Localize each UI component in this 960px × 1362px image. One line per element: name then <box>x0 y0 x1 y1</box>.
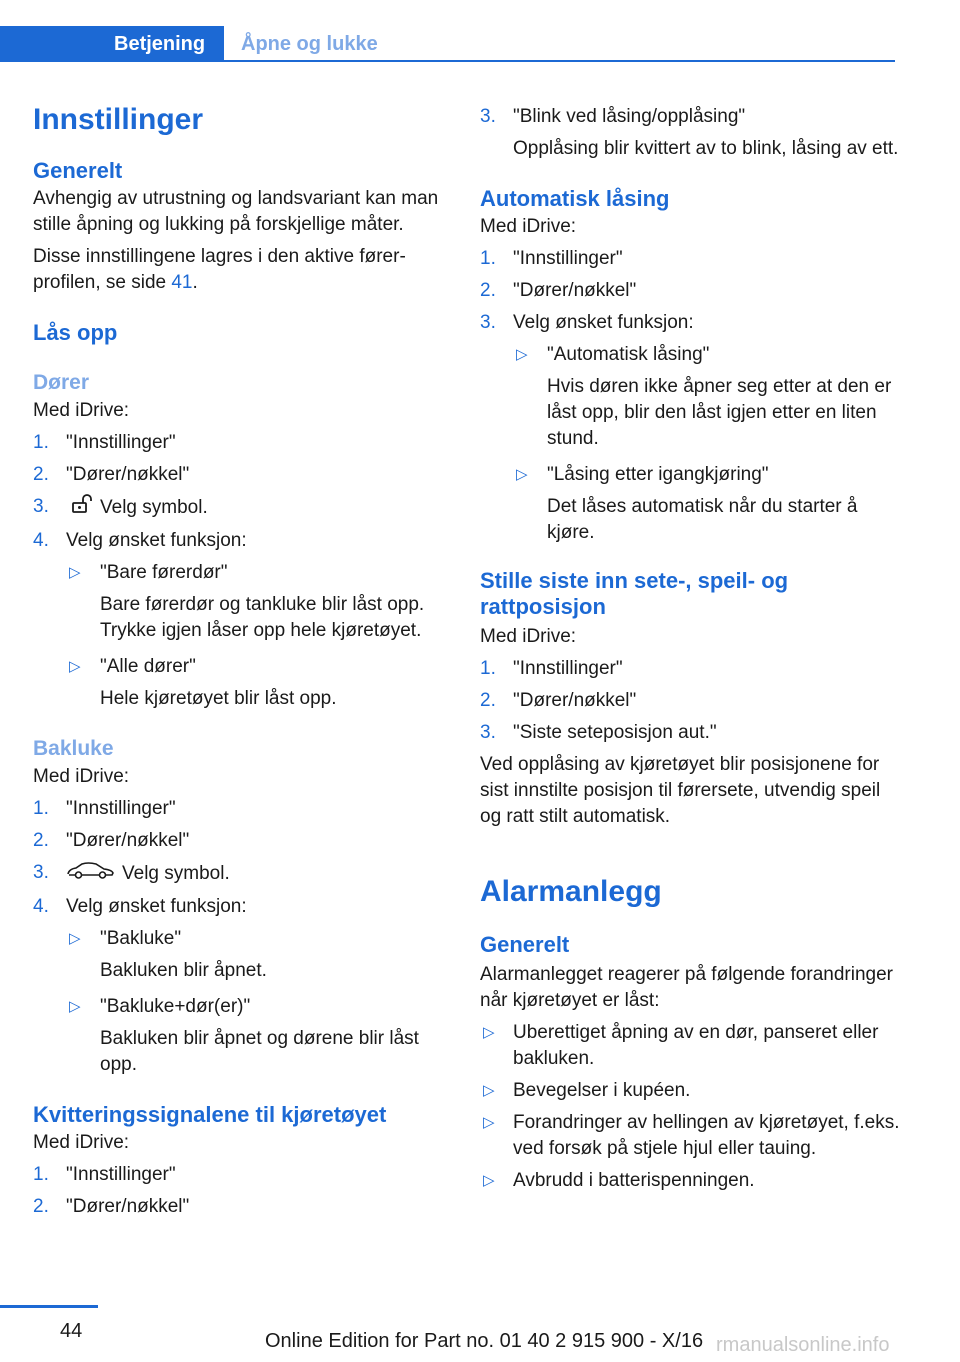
step-text: "Dører/nøkkel" <box>66 464 190 485</box>
alarmanlegg-title: Alarmanlegg <box>480 875 662 908</box>
option-title: "Bare førerdør" <box>100 562 228 583</box>
step-number: 2. <box>33 830 49 851</box>
option-desc: Bakluken blir åpnet. <box>100 960 267 981</box>
step-number: 3. <box>33 496 49 517</box>
triangle-bullet-icon: ▷ <box>483 1114 495 1131</box>
triangle-bullet-icon: ▷ <box>483 1082 495 1099</box>
step-number: 1. <box>33 798 49 819</box>
step-number: 4. <box>33 530 49 551</box>
watermark: rmanualsonline.info <box>716 1334 890 1356</box>
step-number: 3. <box>33 862 49 883</box>
list-item <box>480 656 900 682</box>
step-text: "Siste seteposisjon aut." <box>513 722 717 743</box>
list-item <box>33 860 448 888</box>
step-number: 1. <box>480 658 496 679</box>
item-text: Bevegelser i kupéen. <box>513 1080 691 1101</box>
item-text: Forandringer av hellingen av kjøretøyet, f.eks. ved forsøk på stjele hjul eller tauing. <box>513 1112 900 1159</box>
step-text: Velg symbol. <box>122 863 230 885</box>
option-title: "Bakluke" <box>100 928 182 949</box>
option-item <box>66 994 448 1078</box>
car-icon <box>66 860 116 888</box>
option-item <box>66 654 448 712</box>
list-item <box>480 1020 900 1072</box>
step-number: 2. <box>33 464 49 485</box>
option-item <box>513 462 900 546</box>
unlock-icon <box>66 494 94 522</box>
list-item <box>33 494 448 522</box>
generelt-paragraph-2-text: Disse innstillingene lagres i den aktive førerprofilen, se side <box>33 246 406 293</box>
bakluke-steps <box>33 796 448 1078</box>
dorer-options <box>66 560 448 712</box>
triangle-bullet-icon: ▷ <box>69 658 81 675</box>
list-item <box>33 462 448 488</box>
kvittering-steps-continued <box>480 104 900 162</box>
list-item <box>480 1078 900 1104</box>
list-item <box>480 104 900 162</box>
step-number: 1. <box>480 248 496 269</box>
step-number: 3. <box>480 312 496 333</box>
triangle-bullet-icon: ▷ <box>483 1024 495 1041</box>
option-desc: Hele kjøretøyet blir låst opp. <box>100 688 337 709</box>
triangle-bullet-icon: ▷ <box>516 466 528 483</box>
generelt-paragraph-1: Avhengig av utrustning og landsvariant kan man stille åpning og lukking på forskjellige måter. <box>33 188 439 235</box>
option-desc: Bare førerdør og tankluke blir låst opp. Trykke igjen låser opp hele kjøretøyet. <box>100 594 425 641</box>
item-text: Avbrudd i batterispenningen. <box>513 1170 755 1191</box>
automatisk-lasing-options <box>513 342 900 546</box>
option-title: "Automatisk låsing" <box>547 344 710 365</box>
option-desc: Bakluken blir åpnet og dørene blir låst opp. <box>100 1028 419 1075</box>
triangle-bullet-icon: ▷ <box>69 564 81 581</box>
option-item <box>66 926 448 984</box>
generelt-heading: Generelt <box>33 158 123 183</box>
triangle-bullet-icon: ▷ <box>483 1172 495 1189</box>
step-number: 4. <box>33 896 49 917</box>
item-text: Uberettiget åpning av en dør, panseret eller bakluken. <box>513 1022 879 1069</box>
generelt-paragraph-2 <box>33 244 448 296</box>
step-number: 3. <box>480 106 496 127</box>
option-desc: Det låses automatisk når du starter å kjøre. <box>547 496 858 543</box>
option-title: "Låsing etter igangkjøring" <box>547 464 769 485</box>
step-text: "Dører/nøkkel" <box>513 690 637 711</box>
triangle-bullet-icon: ▷ <box>69 930 81 947</box>
stille-siste-heading: Stille siste inn sete-, speil- og rattposisjon <box>480 568 789 619</box>
step-text: "Innstillinger" <box>513 658 623 679</box>
step-text: "Innstillinger" <box>66 1164 176 1185</box>
step-text: "Blink ved låsing/opplåsing" <box>513 106 746 127</box>
automatisk-lasing-steps <box>480 246 900 546</box>
bakluke-intro: Med iDrive: <box>33 766 130 787</box>
bakluke-options <box>66 926 448 1078</box>
step-text: Velg ønsket funksjon: <box>66 530 247 551</box>
list-item <box>480 720 900 746</box>
dorer-heading: Dører <box>33 371 90 394</box>
page-header <box>0 26 895 62</box>
step-text: Velg ønsket funksjon: <box>66 896 247 917</box>
step-text: "Dører/nøkkel" <box>513 280 637 301</box>
step-text: "Dører/nøkkel" <box>66 1196 190 1217</box>
stille-siste-intro: Med iDrive: <box>480 626 577 647</box>
list-item <box>33 430 448 456</box>
edition-text: Online Edition for Part no. 01 40 2 915 900 - X/16 <box>265 1330 704 1352</box>
triangle-bullet-icon: ▷ <box>69 998 81 1015</box>
las-opp-heading: Lås opp <box>33 320 118 345</box>
left-column <box>33 100 448 1220</box>
list-item <box>480 688 900 714</box>
right-column <box>480 104 900 1194</box>
step-number: 3. <box>480 722 496 743</box>
header-rule <box>224 60 895 62</box>
list-item <box>33 796 448 822</box>
list-item <box>480 1110 900 1162</box>
list-item <box>33 528 448 712</box>
list-item <box>33 1162 448 1188</box>
list-item <box>33 828 448 854</box>
alarm-triggers <box>480 1020 900 1194</box>
option-title: "Alle dører" <box>100 656 196 677</box>
kvittering-intro: Med iDrive: <box>33 1132 130 1153</box>
option-item <box>66 560 448 644</box>
alarm-generelt-heading: Generelt <box>480 932 570 957</box>
footer-rule <box>0 1305 98 1308</box>
step-text: Velg symbol. <box>100 497 208 519</box>
header-section-betjening: Betjening <box>114 33 206 55</box>
list-item <box>480 246 900 272</box>
kvittering-heading: Kvitteringssignalene til kjøretøyet <box>33 1102 387 1127</box>
step-text: "Innstillinger" <box>513 248 623 269</box>
kvittering-steps <box>33 1162 448 1220</box>
option-desc: Hvis døren ikke åpner seg etter at den er låst opp, blir den låst igjen etter en liten stund. <box>547 376 892 449</box>
automatisk-lasing-intro: Med iDrive: <box>480 216 577 237</box>
step-text: Velg ønsket funksjon: <box>513 312 694 333</box>
step-number: 2. <box>480 690 496 711</box>
page-title: Innstillinger <box>33 103 204 136</box>
generelt-paragraph-2-end: . <box>192 272 198 293</box>
step-number: 1. <box>33 432 49 453</box>
automatisk-lasing-heading: Automatisk låsing <box>480 186 670 211</box>
option-title: "Bakluke+dør(er)" <box>100 996 251 1017</box>
list-item <box>480 1168 900 1194</box>
dorer-steps <box>33 430 448 712</box>
stille-siste-paragraph: Ved opplåsing av kjøretøyet blir posisjonene for sist innstilte posisjon til førersete, utvendig speil og ratt stilt automatisk. <box>480 754 881 827</box>
step-text: "Innstillinger" <box>66 432 176 453</box>
page-link-41[interactable]: 41 <box>171 272 193 293</box>
list-item <box>33 894 448 1078</box>
list-item <box>480 310 900 546</box>
option-item <box>513 342 900 452</box>
step-text: "Dører/nøkkel" <box>66 830 190 851</box>
step-desc: Opplåsing blir kvittert av to blink, låsing av ett. <box>513 138 899 159</box>
bakluke-heading: Bakluke <box>33 737 114 760</box>
step-number: 2. <box>480 280 496 301</box>
dorer-intro: Med iDrive: <box>33 400 130 421</box>
list-item <box>33 1194 448 1220</box>
step-number: 1. <box>33 1164 49 1185</box>
header-chapter-apne-og-lukke: Åpne og lukke <box>241 33 378 55</box>
list-item <box>480 278 900 304</box>
alarm-intro: Alarmanlegget reagerer på følgende forandringer når kjøretøyet er låst: <box>480 964 893 1011</box>
stille-siste-steps <box>480 656 900 746</box>
step-text: "Innstillinger" <box>66 798 176 819</box>
page-number: 44 <box>60 1320 83 1342</box>
step-number: 2. <box>33 1196 49 1217</box>
triangle-bullet-icon: ▷ <box>516 346 528 363</box>
